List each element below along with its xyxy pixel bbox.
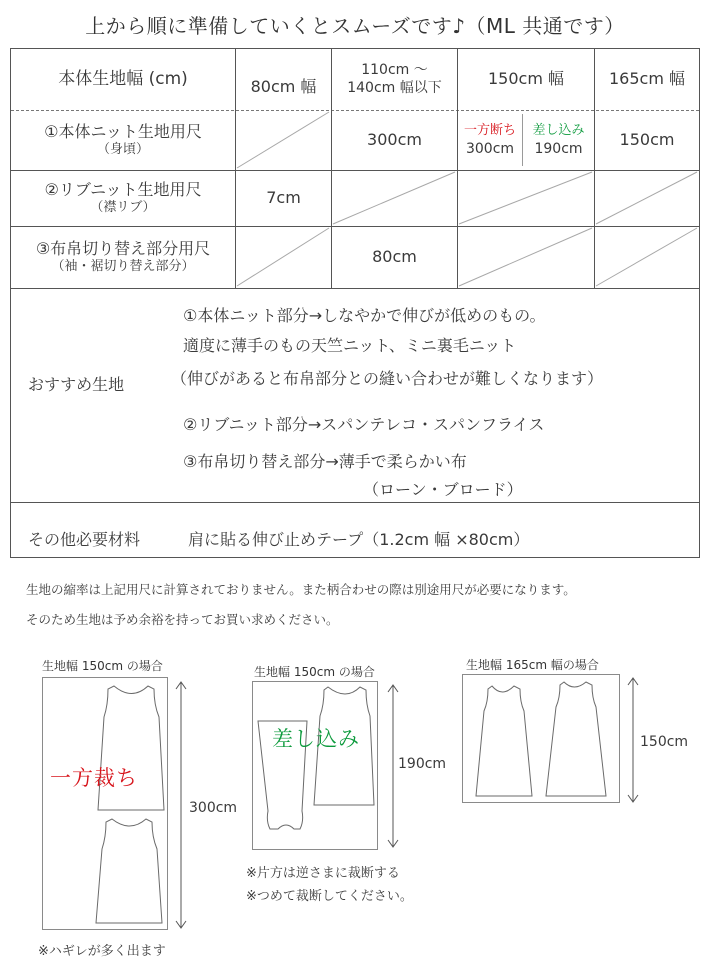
insert-cut-tag: 差し込み: [532, 122, 585, 138]
row-sublabel: （袖・裾切り替え部分）: [51, 259, 195, 275]
insert-cut-value: 190cm: [534, 140, 583, 157]
diagram1-caption: 生地幅 150cm の場合: [42, 659, 163, 673]
diagram2-length: 190cm: [398, 756, 447, 772]
diagram1-label: 一方裁ち: [50, 766, 138, 790]
row-label: ①本体ニット生地用尺: [44, 121, 202, 141]
row-divider: [11, 502, 699, 503]
dress-pattern-1: [476, 686, 532, 796]
main-knit-165-value: 150cm: [619, 130, 675, 150]
recommend-line-2: 適度に薄手のもの天竺ニット、ミニ裏毛ニット: [183, 336, 517, 355]
diagram2-note-1: ※片方は逆さまに裁断する: [246, 866, 400, 881]
recommend-label: おすすめ生地: [28, 375, 125, 394]
insert-cut-cell: [523, 111, 594, 170]
diagram2-dress-shapes: [252, 681, 378, 850]
diagram3-length: 150cm: [640, 734, 689, 750]
diagram1-length-arrow: [174, 680, 188, 930]
row-woven-label: [11, 227, 235, 288]
recommend-line-5: ③布帛切り替え部分→薄手で柔らかい布: [183, 452, 467, 471]
other-materials-label: その他必要材料: [28, 530, 141, 549]
diagram2-note-2: ※つめて裁断してください。: [246, 889, 413, 904]
main-knit-110-140-value: 300cm: [367, 130, 422, 150]
one-way-cut-value: 300cm: [465, 140, 515, 157]
header-110-140cm: [332, 49, 457, 109]
row-label: ③布帛切り替え部分用尺: [35, 238, 211, 258]
header-150cm: 150cm 幅: [487, 68, 564, 88]
row-label: ②リブニット生地用尺: [44, 179, 202, 199]
other-materials-value: 肩に貼る伸び止めテープ（1.2cm 幅 ×80cm）: [188, 530, 530, 549]
row-main-knit-label: [11, 111, 235, 170]
recommend-line-6: （ローン・ブロード）: [363, 480, 523, 499]
row-sublabel: （襟リブ）: [90, 200, 156, 216]
dress-pattern-2: [546, 682, 606, 796]
diagram2-caption: 生地幅 150cm の場合: [254, 665, 375, 679]
header-label: 本体生地幅 (cm): [58, 68, 188, 89]
note-buy-extra: そのため生地は予め余裕を持ってお買い求めください。: [26, 612, 339, 627]
row-divider: [11, 288, 699, 289]
row-sublabel: （身頃）: [96, 142, 149, 158]
material-table: [10, 48, 700, 558]
diagram3-caption: 生地幅 165cm 幅の場合: [466, 658, 599, 672]
note-shrinkage: 生地の縮率は上記用尺に計算されておりません。また柄合わせの際は別途用尺が必要になります。: [26, 582, 576, 597]
header-165cm: 165cm 幅: [608, 68, 685, 88]
header-80cm: 80cm 幅: [250, 76, 317, 96]
recommend-line-3: （伸びがあると布帛部分との縫い合わせが難しくなります）: [171, 369, 604, 388]
recommend-line-1: ①本体ニット部分→しなやかで伸びが低めのもの。: [183, 306, 546, 325]
rib-knit-80-value: 7cm: [266, 188, 301, 208]
header-110-line1: 110cm ～: [361, 61, 428, 78]
dress-pattern-2: [96, 819, 162, 923]
row-rib-knit-label: [11, 171, 235, 226]
one-way-cut-tag: 一方断ち: [463, 122, 516, 138]
header-110-line2: 140cm 幅以下: [347, 80, 442, 96]
diagram1-note: ※ハギレが多く出ます: [38, 944, 166, 959]
recommend-line-4: ②リブニット部分→スパンテレコ・スパンフライス: [183, 415, 545, 434]
diagram3-length-arrow: [626, 676, 640, 804]
diagram1-length: 300cm: [189, 800, 238, 816]
diagram1-dress-shapes: [42, 677, 168, 930]
diagram3-dress-shapes: [462, 674, 620, 803]
diagram2-label: 差し込み: [272, 727, 360, 751]
one-way-cut-cell: [458, 111, 522, 170]
page-title: 上から順に準備していくとスムーズです♪（ML 共通です）: [85, 14, 625, 38]
woven-110-140-value: 80cm: [372, 247, 417, 267]
